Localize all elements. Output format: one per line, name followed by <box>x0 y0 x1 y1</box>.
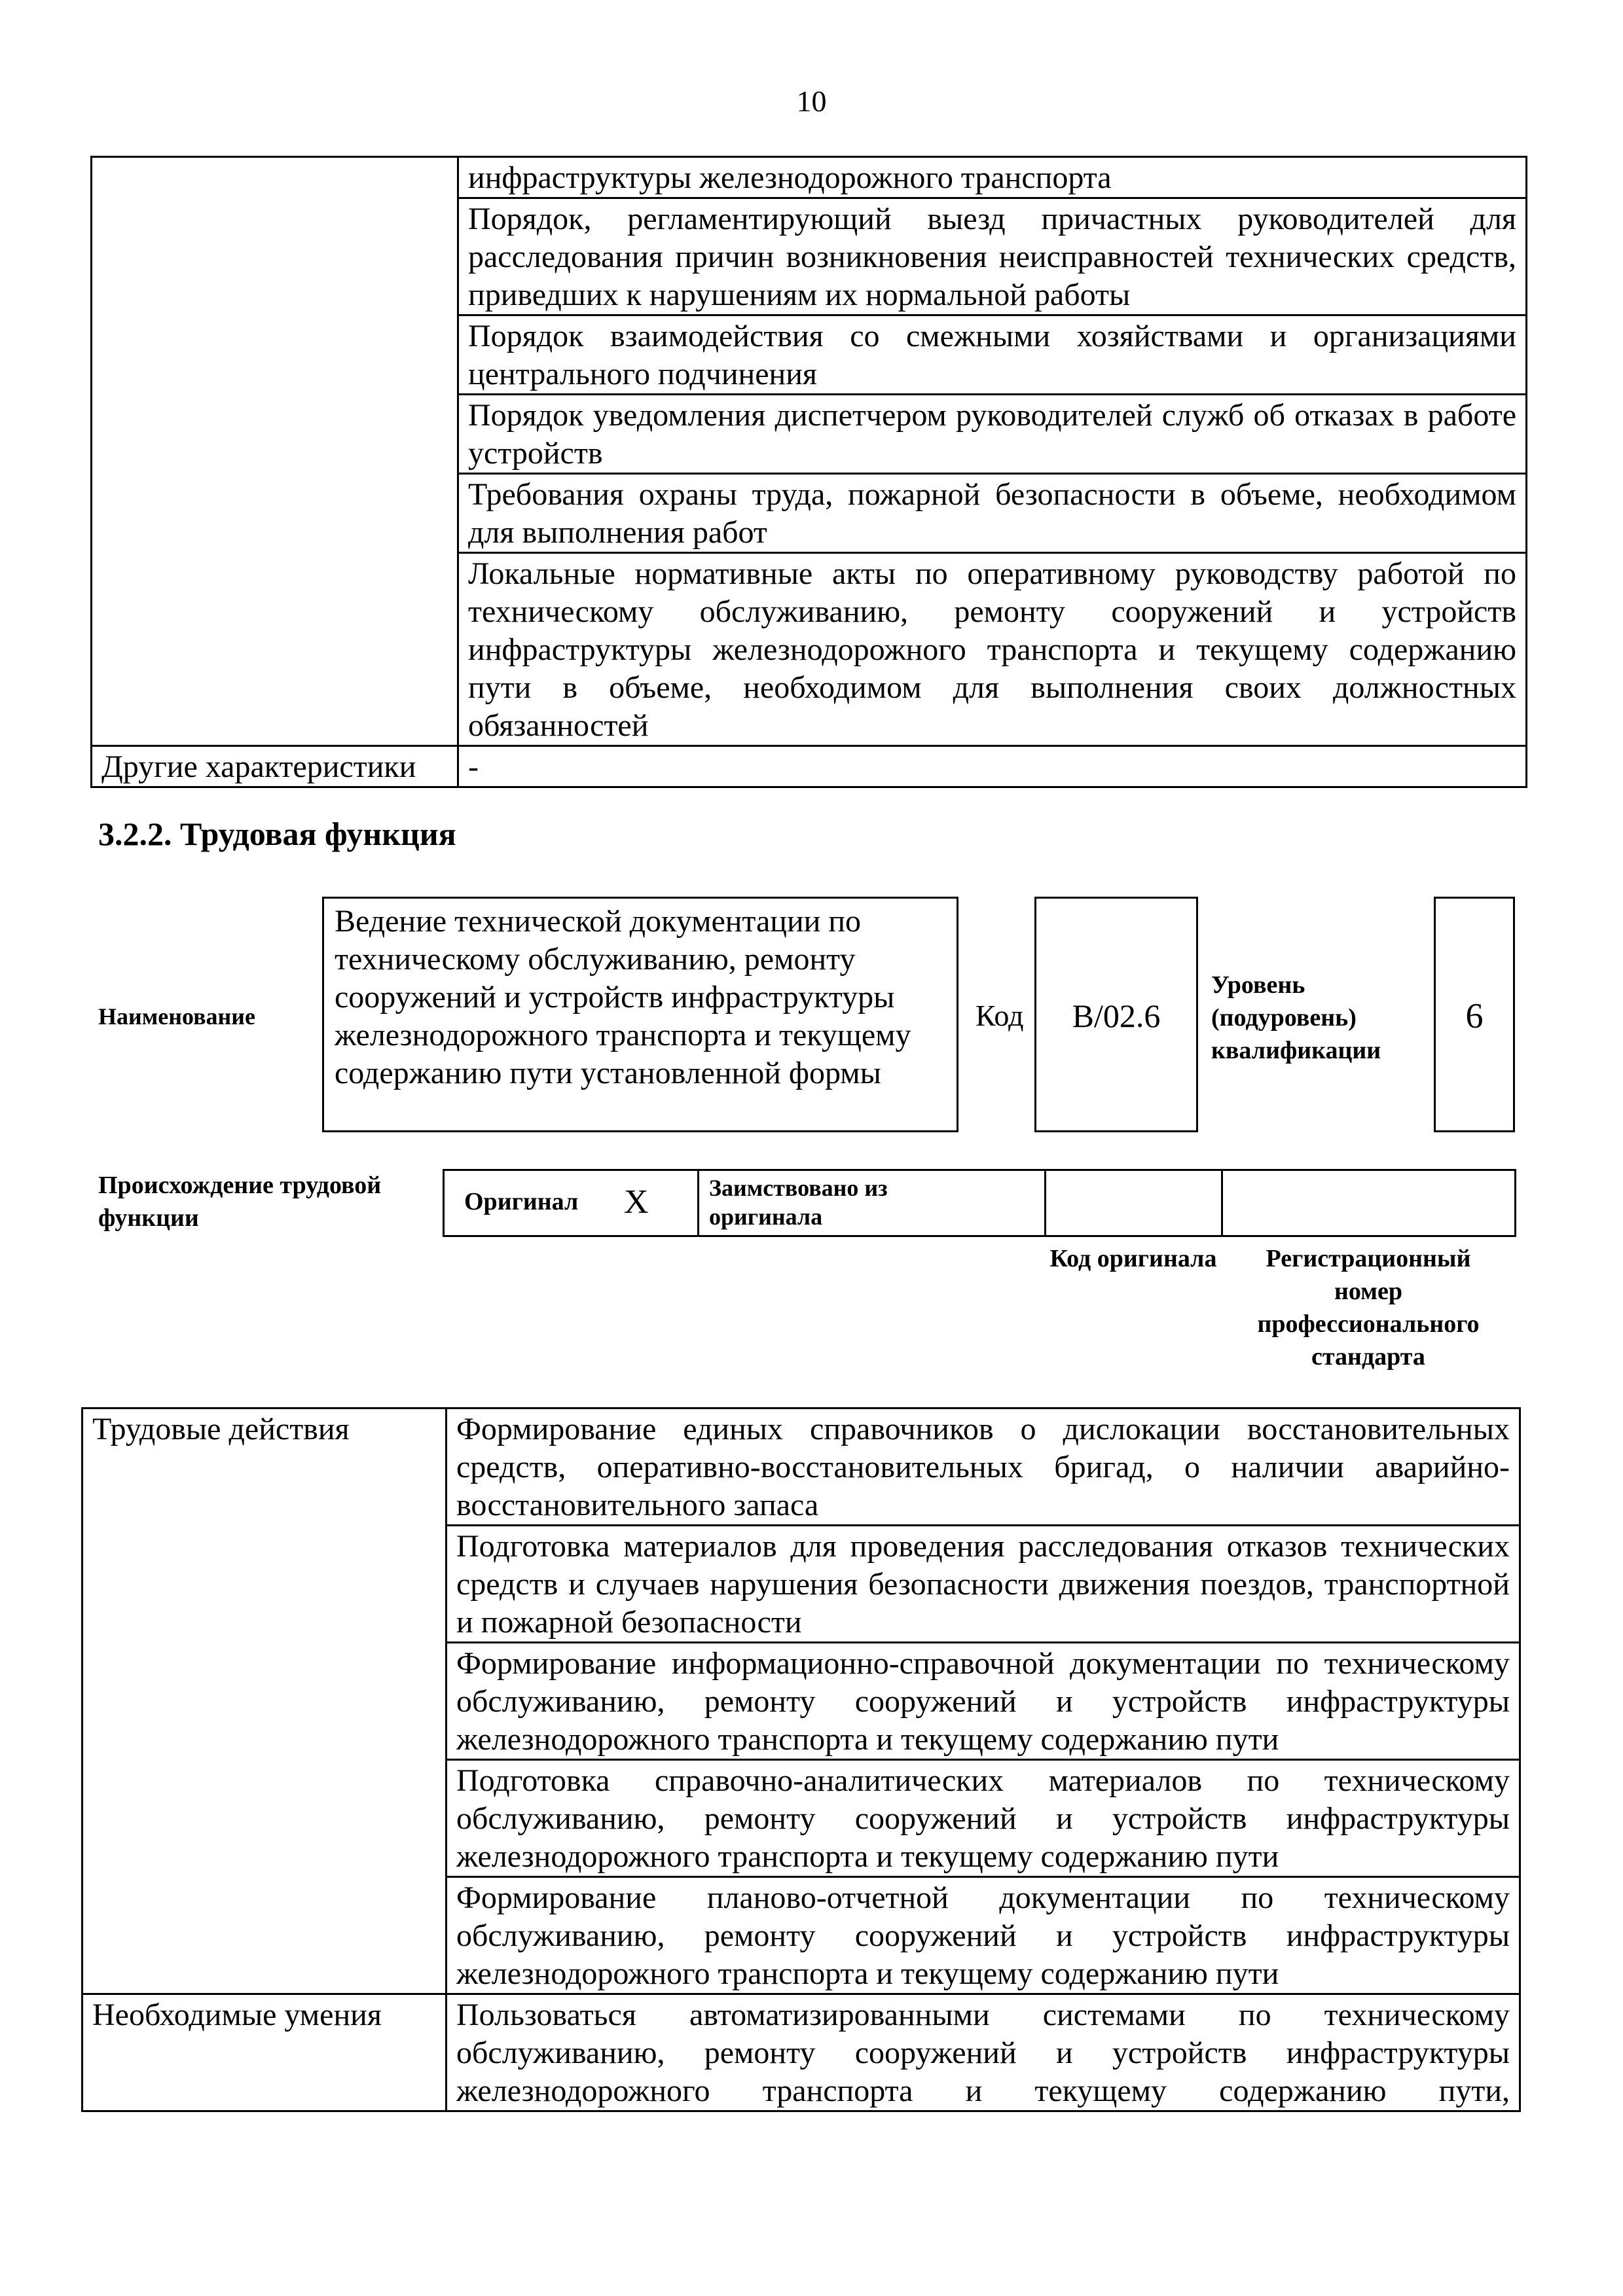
registration-number-caption: Регистрационный номер профессионального стандарта <box>1257 1245 1480 1371</box>
code-label: Код <box>976 999 1024 1032</box>
table-cell: Требования охраны труда, пожарной безопасности в объеме, необходимом для выполнения работ <box>458 474 1527 553</box>
table-row <box>92 157 1527 198</box>
actions-label: Трудовые действия <box>82 1408 447 1994</box>
table-cell: инфраструктуры железнодорожного транспорта <box>458 157 1527 198</box>
empty-label-cell <box>92 157 458 746</box>
table-row <box>82 1994 1520 2111</box>
function-name-box <box>322 897 958 1132</box>
table-row <box>82 1408 1520 1526</box>
origin-divider <box>1044 1169 1046 1237</box>
original-label: Оригинал <box>464 1188 579 1215</box>
skills-label: Необходимые умения <box>82 1994 447 2111</box>
section-title: 3.2.2. Трудовая функция <box>98 816 456 852</box>
origin-row <box>443 1169 1516 1237</box>
level-box <box>1434 897 1515 1132</box>
origin-divider <box>697 1169 699 1237</box>
table-cell: Формирование единых справочников о дислокации восстановительных средств, оперативно-восстановительных бригад, о наличии аварийно-восстановительного запаса <box>447 1408 1520 1526</box>
code-original-caption: Код оригинала <box>1049 1245 1217 1272</box>
table-cell: Подготовка материалов для проведения расследования отказов технических средств и случаев нарушения безопасности движения поездов, транспортной и пожарной безопасности <box>447 1526 1520 1643</box>
origin-label: Происхождение трудовой функции <box>98 1172 382 1232</box>
table-cell: Порядок уведомления диспетчером руководителей служб об отказах в работе устройств <box>458 395 1527 474</box>
table-cell: Порядок взаимодействия со смежными хозяйствами и организациями центрального подчинения <box>458 315 1527 395</box>
table-cell: Формирование информационно-справочной документации по техническому обслуживанию, ремонту сооружений и устройств инфраструктуры железнодорожного транспорта и текущему содержанию пути <box>447 1643 1520 1760</box>
level-value: 6 <box>1465 996 1484 1035</box>
page-number: 10 <box>796 84 827 118</box>
table-row <box>92 746 1527 787</box>
table-cell: Формирование планово-отчетной документации по техническому обслуживанию, ремонту сооружений и устройств инфраструктуры железнодорожного транспорта и текущему содержанию пути <box>447 1877 1520 1994</box>
actions-table <box>81 1407 1521 2112</box>
code-box <box>1034 897 1198 1132</box>
table-cell: Пользоваться автоматизированными системами по техническому обслуживанию, ремонту сооружений и устройств инфраструктуры железнодорожного транспорта и текущему содержанию пути, <box>447 1994 1520 2111</box>
table-cell: Порядок, регламентирующий выезд причастных руководителей для расследования причин возникновения неисправностей технических средств, приведших к нарушениям их нормальной работы <box>458 198 1527 315</box>
code-value: В/02.6 <box>1072 997 1161 1034</box>
other-characteristics-label: Другие характеристики <box>92 746 458 787</box>
table-cell: Локальные нормативные акты по оперативному руководству работой по техническому обслуживанию, ремонту сооружений и устройств инфраструктуры железнодорожного транспорта и текущему содержанию пути в объеме, необходимом для выполнения своих должностных обязанностей <box>458 553 1527 746</box>
origin-divider <box>1221 1169 1223 1237</box>
other-characteristics-value: - <box>458 746 1527 787</box>
original-mark: X <box>624 1183 649 1221</box>
level-label: Уровень (подуровень) квалификации <box>1211 971 1381 1064</box>
table-cell: Подготовка справочно-аналитических материалов по техническому обслуживанию, ремонту сооружений и устройств инфраструктуры железнодорожного транспорта и текущему содержанию пути <box>447 1760 1520 1877</box>
function-name-value: Ведение технической документации по техническому обслуживанию, ремонту сооружений и устройств инфраструктуры железнодорожного транспорта и текущему содержанию пути установленной формы <box>335 904 911 1090</box>
name-label: Наименование <box>98 1003 255 1030</box>
top-characteristics-table <box>90 156 1527 788</box>
borrowed-label: Заимствовано из оригинала <box>709 1175 888 1230</box>
